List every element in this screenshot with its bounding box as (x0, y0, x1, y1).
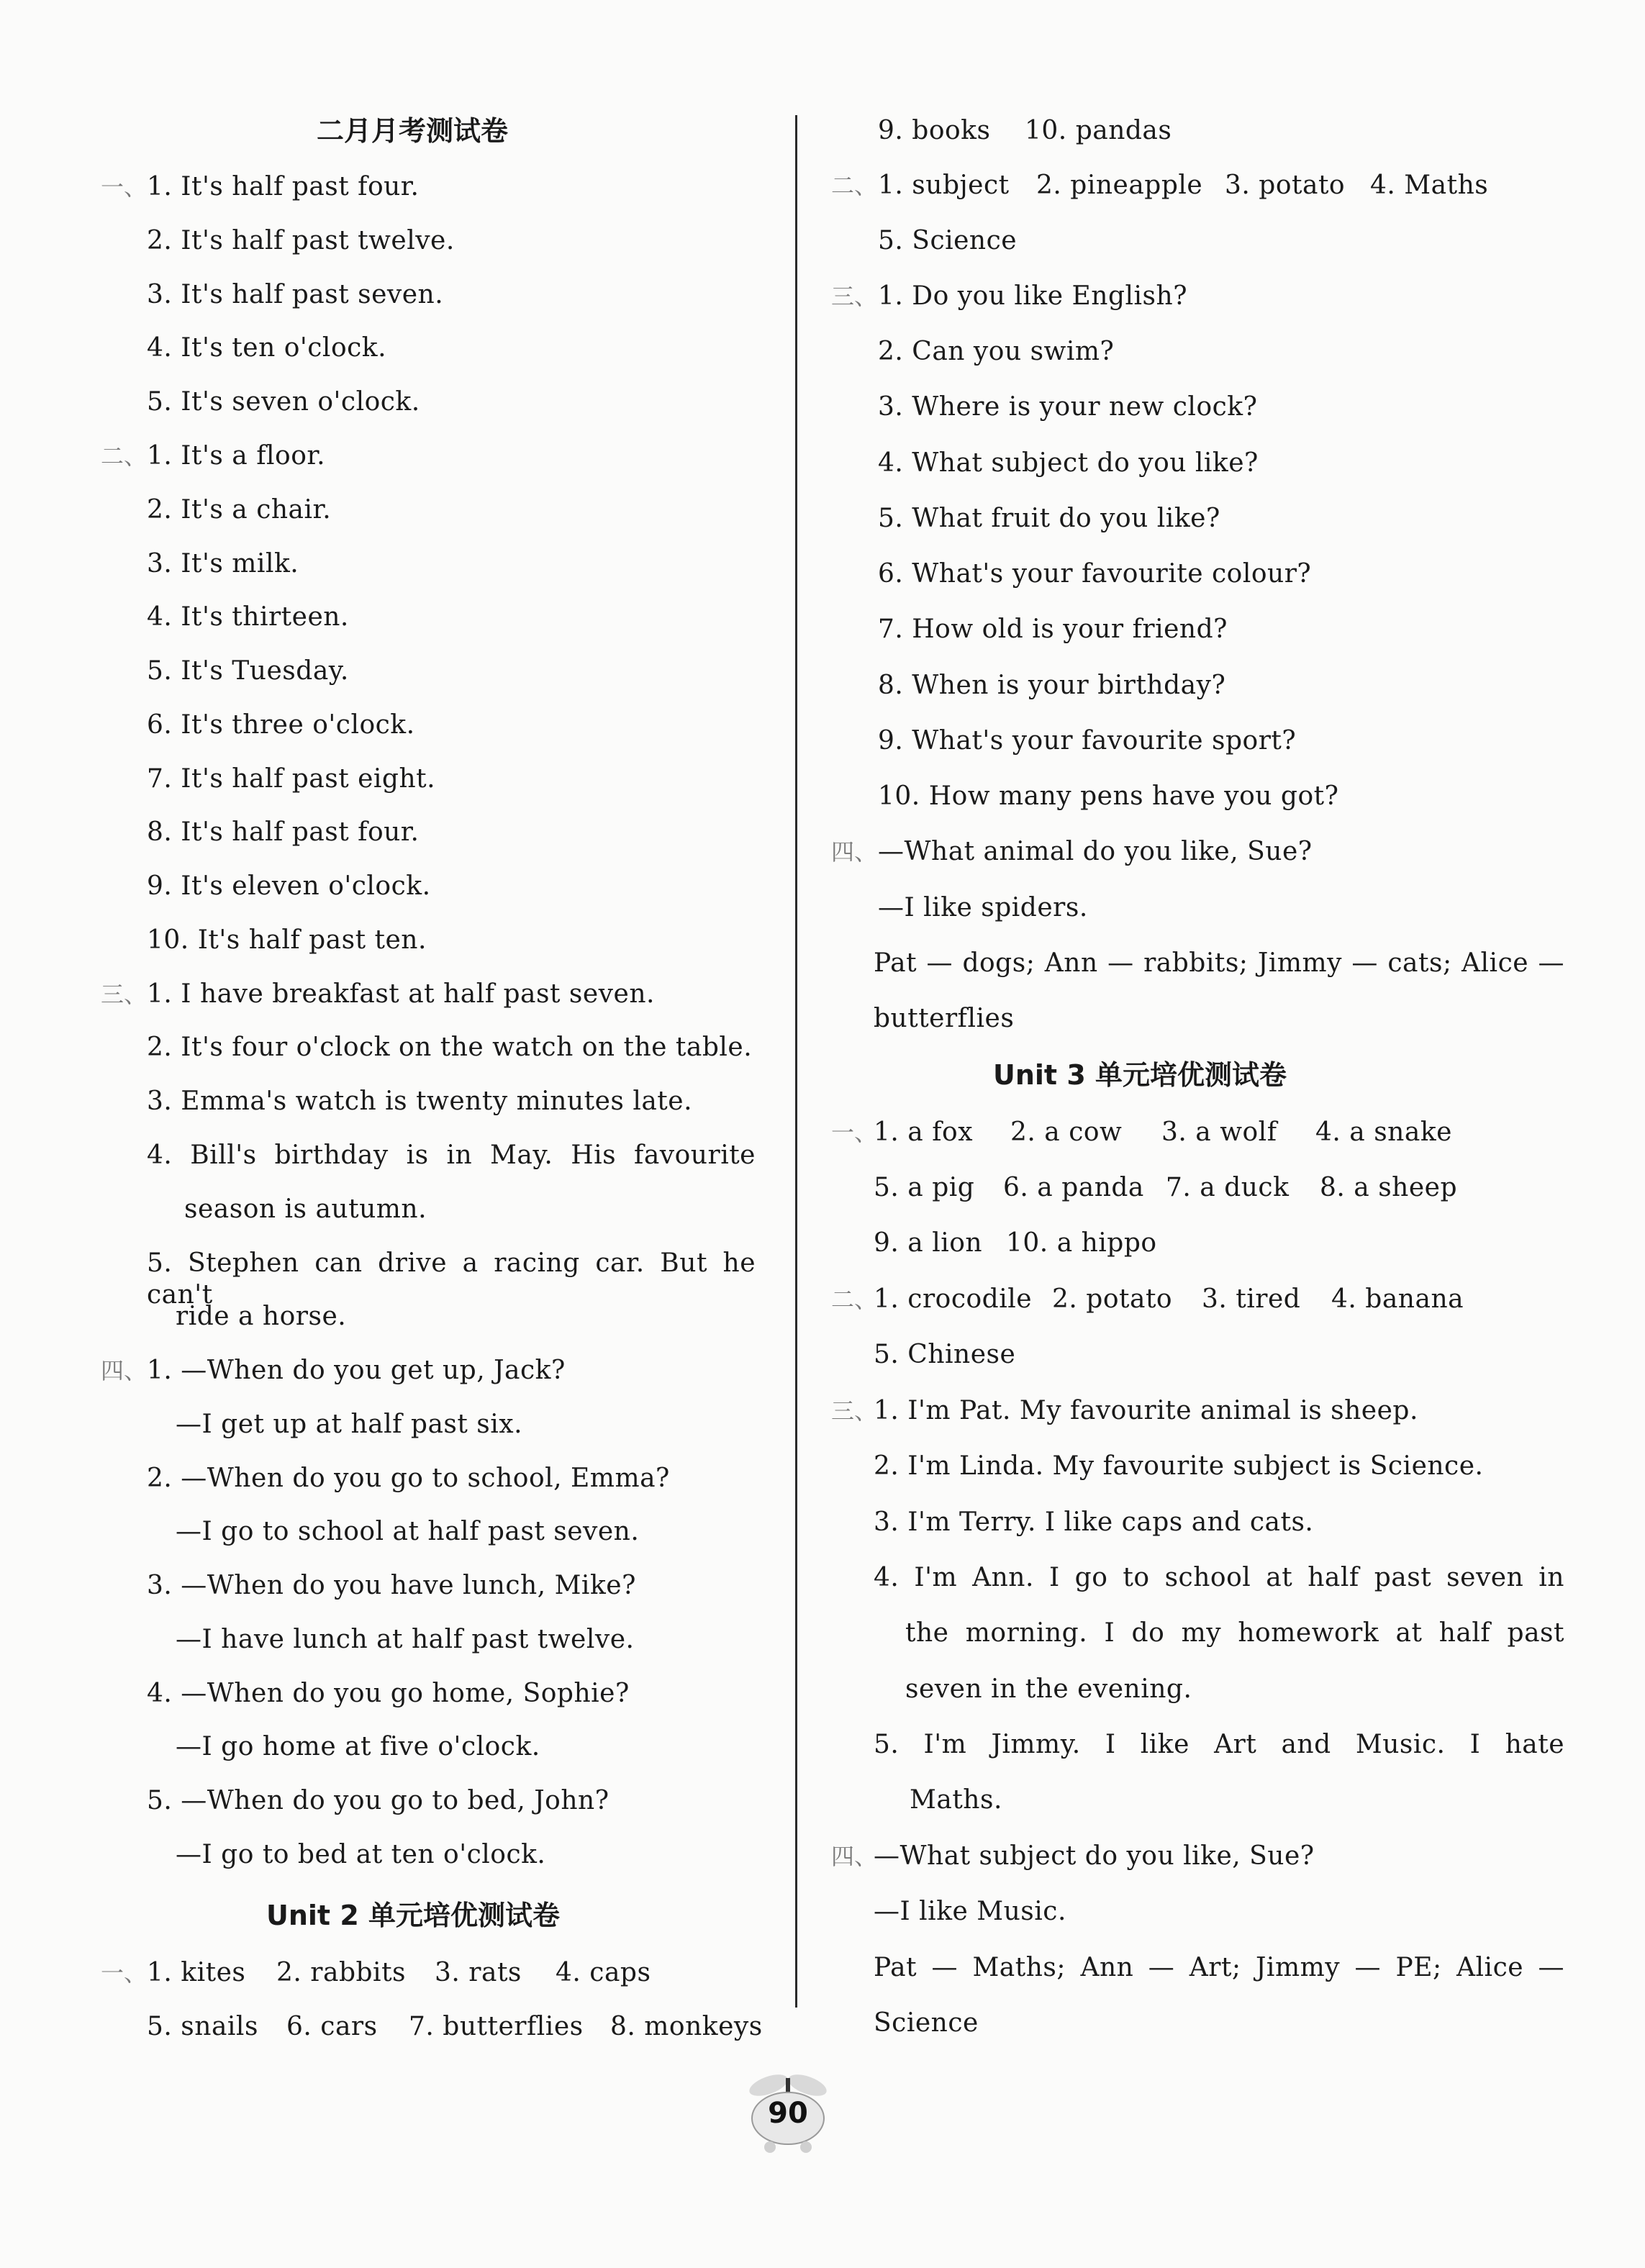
answer-line: 5. —When do you go to bed, John? (147, 1786, 609, 1815)
answer-item: 6. cars (286, 2012, 378, 2041)
section-marker: 二、 (101, 443, 148, 470)
answer-item: 4. caps (556, 1958, 651, 1987)
answer-line: the morning. I do my homework at half past (905, 1618, 1564, 1648)
answer-item: 4. banana (1331, 1284, 1464, 1314)
answer-line: Pat — Maths; Ann — Art; Jimmy — PE; Alice — (874, 1953, 1564, 1982)
answer-line: —I go home at five o'clock. (176, 1732, 540, 1761)
answer-line: 4. It's thirteen. (147, 602, 349, 632)
answer-line: 10. It's half past ten. (147, 925, 427, 955)
answer-item: 5. Science (878, 226, 1018, 255)
answer-line: 4. It's ten o'clock. (147, 333, 387, 363)
column-divider (795, 115, 797, 2008)
section-marker: 三、 (831, 1397, 878, 1425)
answer-item: 10. a hippo (1006, 1228, 1157, 1258)
answer-line: 8. When is your birthday? (878, 671, 1226, 700)
answer-item: 9. a lion (874, 1228, 983, 1258)
answer-line: 1. It's a floor. (147, 441, 326, 471)
answer-item: 3. a wolf (1161, 1117, 1277, 1147)
answer-item: 3. potato (1225, 171, 1346, 200)
section-marker: 一、 (101, 1959, 148, 1987)
section-title-february: 二月月考测试卷 (317, 115, 509, 147)
answer-line: 3. It's half past seven. (147, 280, 444, 309)
answer-line: 1. —When do you get up, Jack? (147, 1356, 566, 1385)
answer-line: 5. I'm Jimmy. I like Art and Music. I hate (874, 1730, 1564, 1759)
answer-item: 8. monkeys (610, 2012, 763, 2041)
answer-line: 3. It's milk. (147, 549, 299, 579)
answer-item: 2. pineapple (1036, 171, 1203, 200)
answer-item: 3. rats (435, 1958, 522, 1987)
answer-line: 4. What subject do you like? (878, 448, 1259, 478)
answer-item: 8. a sheep (1320, 1173, 1458, 1202)
answer-item: 5. snails (147, 2012, 258, 2041)
answer-line: Maths. (910, 1785, 1002, 1815)
answer-line: 4. Bill's birthday is in May. His favourite (147, 1140, 756, 1170)
answer-line: 3. I'm Terry. I like caps and cats. (874, 1507, 1314, 1537)
answer-item: 1. kites (147, 1958, 246, 1987)
answer-item: 1. a fox (874, 1117, 973, 1147)
answer-line: 7. How old is your friend? (878, 614, 1228, 644)
answer-line: 2. —When do you go to school, Emma? (147, 1464, 670, 1493)
answer-line: 1. I have breakfast at half past seven. (147, 979, 655, 1009)
section-marker: 三、 (101, 981, 148, 1008)
answer-line: 9. It's eleven o'clock. (147, 871, 431, 901)
section-title-unit3: Unit 3 单元培优测试卷 (993, 1059, 1287, 1091)
answer-item: 1. subject (878, 171, 1010, 200)
answer-line: —I like spiders. (878, 893, 1088, 922)
answer-line: season is autumn. (184, 1194, 427, 1224)
answer-line: —I go to bed at ten o'clock. (176, 1840, 546, 1869)
answer-item: 2. rabbits (276, 1958, 407, 1987)
answer-item: 4. Maths (1370, 171, 1489, 200)
answer-item: 7. a duck (1166, 1173, 1290, 1202)
answer-line: 2. It's half past twelve. (147, 226, 455, 255)
answer-line: 3. Emma's watch is twenty minutes late. (147, 1087, 693, 1116)
section-marker: 四、 (831, 1843, 878, 1870)
answer-line: 1. Do you like English? (878, 281, 1187, 311)
answer-line: 8. It's half past four. (147, 817, 420, 847)
answer-line: 6. It's three o'clock. (147, 710, 415, 740)
answer-line: 4. I'm Ann. I go to school at half past seven in (874, 1563, 1564, 1592)
answer-line: —What subject do you like, Sue? (874, 1841, 1315, 1871)
answer-line: 10. How many pens have you got? (878, 781, 1339, 811)
section-title-unit2: Unit 2 单元培优测试卷 (266, 1900, 560, 1931)
page-number: 90 (768, 2097, 808, 2130)
answer-line: 2. It's four o'clock on the watch on the table. (147, 1033, 753, 1062)
answer-line: —What animal do you like, Sue? (878, 837, 1313, 866)
answer-line: —I like Music. (874, 1897, 1066, 1926)
answer-line: 5. It's Tuesday. (147, 656, 349, 686)
section-marker: 三、 (831, 283, 878, 310)
answer-line: butterflies (874, 1004, 1015, 1033)
answer-line: 1. I'm Pat. My favourite animal is sheep. (874, 1396, 1418, 1425)
section-marker: 二、 (831, 1286, 878, 1313)
answer-item: 1. crocodile (874, 1284, 1033, 1314)
answer-item: 4. a snake (1315, 1117, 1452, 1147)
answer-line: 5. What fruit do you like? (878, 504, 1220, 533)
answer-line: 2. I'm Linda. My favourite subject is Science. (874, 1451, 1484, 1481)
answer-line: —I get up at half past six. (176, 1410, 523, 1439)
answer-item: 2. a cow (1010, 1117, 1123, 1147)
answer-line: 7. It's half past eight. (147, 764, 436, 794)
answer-line: 1. It's half past four. (147, 172, 420, 201)
answer-line: 4. —When do you go home, Sophie? (147, 1679, 630, 1708)
answer-line: 9. What's your favourite sport? (878, 726, 1297, 756)
answer-line: —I go to school at half past seven. (176, 1517, 640, 1546)
answer-line: Pat — dogs; Ann — rabbits; Jimmy — cats; Alice — (874, 948, 1564, 978)
section-marker: 四、 (101, 1357, 148, 1384)
answer-item: 7. butterflies (409, 2012, 584, 2041)
answer-line: 5. Stephen can drive a racing car. But he can't (147, 1248, 756, 1310)
section-marker: 一、 (101, 173, 148, 201)
answer-line: —I have lunch at half past twelve. (176, 1625, 635, 1654)
answer-line: 3. Where is your new clock? (878, 392, 1258, 422)
answer-item: 10. pandas (1025, 116, 1172, 145)
section-marker: 四、 (831, 838, 878, 866)
answer-line: ride a horse. (176, 1302, 347, 1331)
answer-line: 3. —When do you have lunch, Mike? (147, 1571, 636, 1600)
answer-item: 6. a panda (1003, 1173, 1144, 1202)
answer-line: 6. What's your favourite colour? (878, 559, 1312, 589)
answer-item: 5. a pig (874, 1173, 975, 1202)
answer-line: 2. It's a chair. (147, 495, 332, 525)
answer-item: 5. Chinese (874, 1340, 1016, 1369)
answer-line: 2. Can you swim? (878, 337, 1115, 366)
answer-item: 2. potato (1052, 1284, 1173, 1314)
section-marker: 二、 (831, 172, 878, 199)
section-marker: 一、 (831, 1119, 878, 1146)
answer-line: Science (874, 2008, 979, 2038)
answer-line: seven in the evening. (905, 1674, 1192, 1704)
answer-line: 5. It's seven o'clock. (147, 387, 420, 417)
answer-item: 3. tired (1202, 1284, 1301, 1314)
answer-item: 9. books (878, 116, 991, 145)
